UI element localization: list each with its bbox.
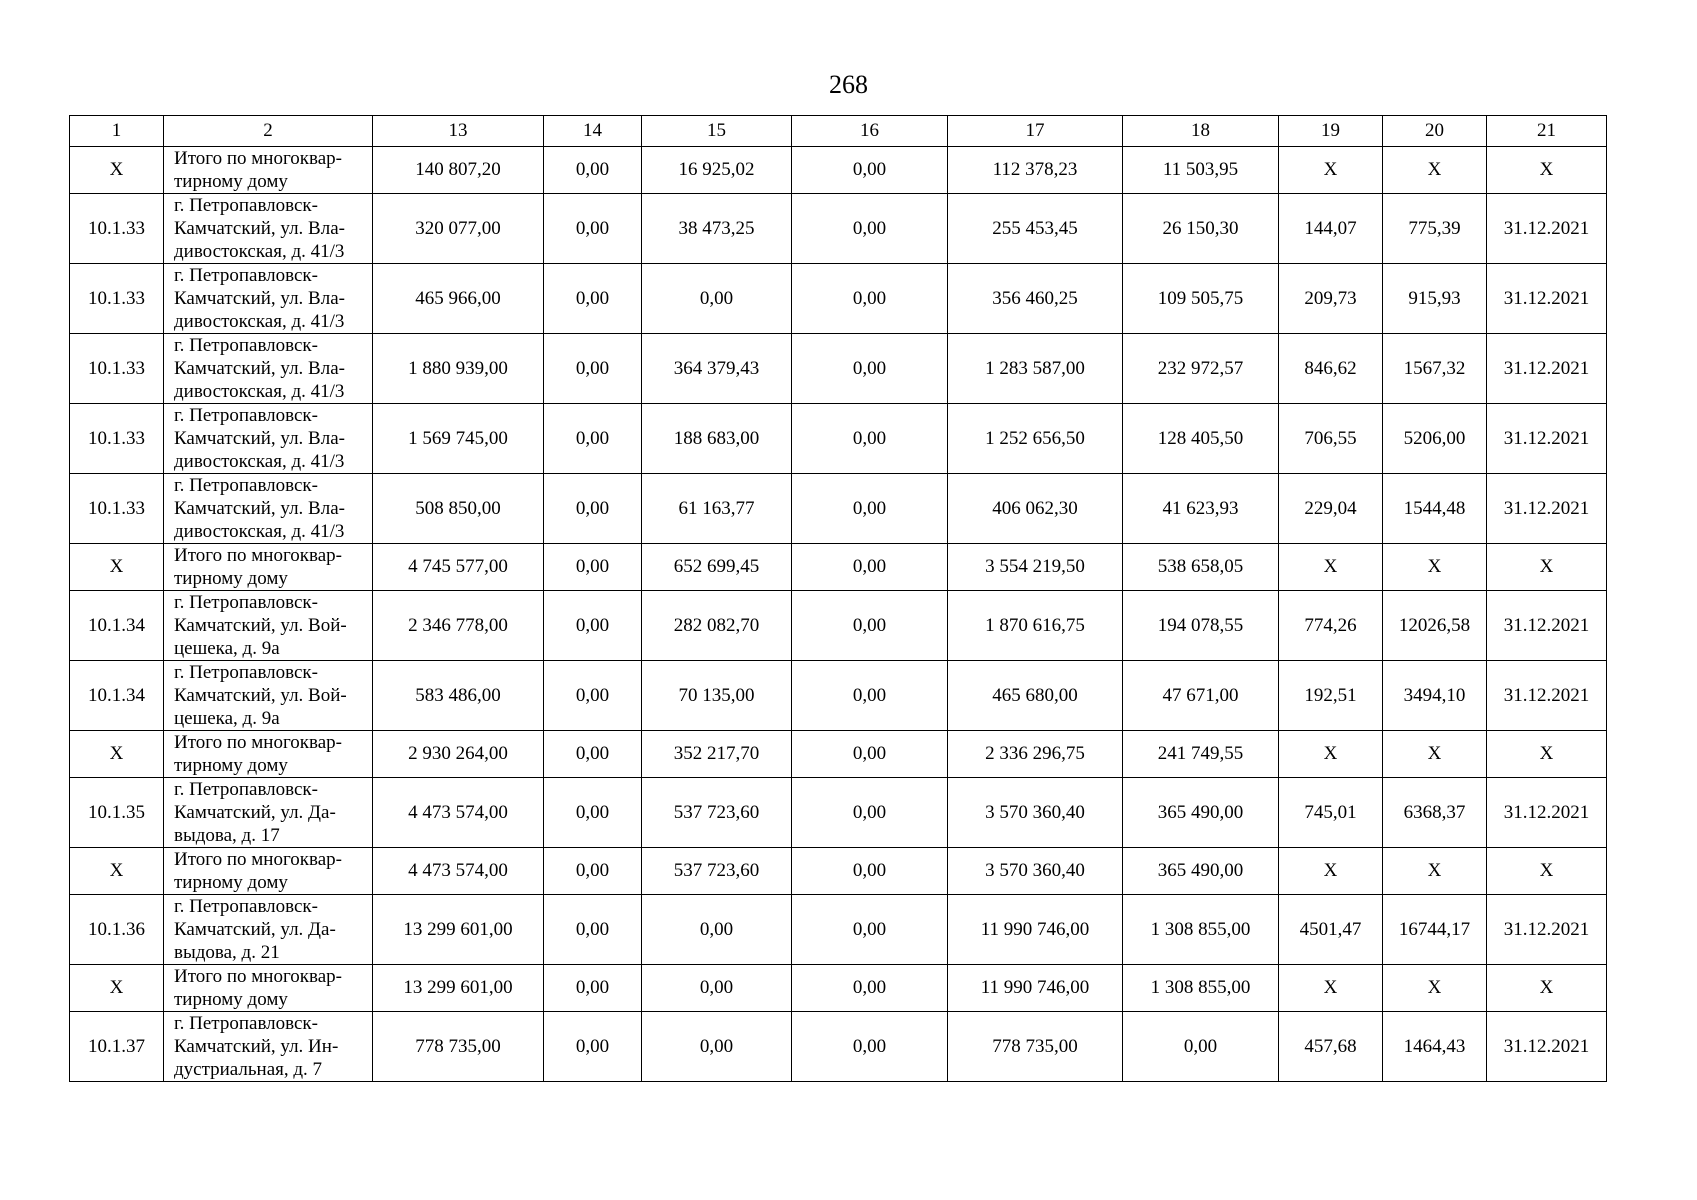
column-header: 16 — [792, 116, 948, 147]
table-cell: X — [1279, 147, 1383, 194]
table-cell: 778 735,00 — [948, 1012, 1123, 1082]
table-cell: 1 870 616,75 — [948, 591, 1123, 661]
row-number-cell: 10.1.34 — [70, 661, 164, 731]
address-cell: Итого по многоквар-тирному дому — [164, 965, 373, 1012]
row-number-cell: X — [70, 147, 164, 194]
table-cell: 3494,10 — [1383, 661, 1487, 731]
address-cell: Итого по многоквар-тирному дому — [164, 848, 373, 895]
table-cell: 774,26 — [1279, 591, 1383, 661]
table-cell: X — [1487, 544, 1607, 591]
table-cell: X — [1279, 848, 1383, 895]
table-cell: 652 699,45 — [642, 544, 792, 591]
table-cell: X — [1487, 147, 1607, 194]
table-cell: 109 505,75 — [1123, 264, 1279, 334]
column-header: 14 — [544, 116, 642, 147]
table-cell: X — [1383, 544, 1487, 591]
table-cell: 706,55 — [1279, 404, 1383, 474]
column-header: 1 — [70, 116, 164, 147]
table-cell: 0,00 — [792, 544, 948, 591]
table-cell: 188 683,00 — [642, 404, 792, 474]
table-cell: 0,00 — [544, 544, 642, 591]
table-cell: 38 473,25 — [642, 194, 792, 264]
table-row — [70, 194, 1607, 264]
table-cell: 229,04 — [1279, 474, 1383, 544]
table-cell: X — [1383, 731, 1487, 778]
row-number-cell: 10.1.33 — [70, 264, 164, 334]
table-cell: X — [1487, 965, 1607, 1012]
table-row — [70, 591, 1607, 661]
table-cell: 0,00 — [792, 778, 948, 848]
row-number-cell: X — [70, 731, 164, 778]
table-cell: 12026,58 — [1383, 591, 1487, 661]
table-cell: X — [1383, 965, 1487, 1012]
table-cell: 47 671,00 — [1123, 661, 1279, 731]
table-cell: 16 925,02 — [642, 147, 792, 194]
table-cell: 3 570 360,40 — [948, 848, 1123, 895]
total-row — [70, 544, 1607, 591]
table-cell: 5206,00 — [1383, 404, 1487, 474]
address-cell: г. Петропавловск-Камчатский, ул. Вой-цешека, д. 9а — [164, 661, 373, 731]
column-header: 21 — [1487, 116, 1607, 147]
address-cell: Итого по многоквар-тирному дому — [164, 544, 373, 591]
address-cell: г. Петропавловск-Камчатский, ул. Ин-дустриальная, д. 7 — [164, 1012, 373, 1082]
table-cell: 0,00 — [642, 965, 792, 1012]
table-cell: 4 473 574,00 — [373, 848, 544, 895]
table-cell: 457,68 — [1279, 1012, 1383, 1082]
table-header — [70, 116, 1607, 147]
table-cell: 0,00 — [544, 474, 642, 544]
table-row — [70, 474, 1607, 544]
table-cell: 0,00 — [544, 264, 642, 334]
table-cell: 508 850,00 — [373, 474, 544, 544]
address-cell: г. Петропавловск-Камчатский, ул. Вла-дивостокская, д. 41/3 — [164, 404, 373, 474]
table-cell: 0,00 — [544, 778, 642, 848]
table-cell: 1 880 939,00 — [373, 334, 544, 404]
table-body — [70, 147, 1607, 1082]
address-cell: г. Петропавловск-Камчатский, ул. Вой-цешека, д. 9а — [164, 591, 373, 661]
table-cell: 144,07 — [1279, 194, 1383, 264]
total-row — [70, 965, 1607, 1012]
table-cell: 31.12.2021 — [1487, 474, 1607, 544]
table-cell: 11 503,95 — [1123, 147, 1279, 194]
table-row — [70, 1012, 1607, 1082]
total-row — [70, 147, 1607, 194]
table-cell: 31.12.2021 — [1487, 334, 1607, 404]
table-cell: 0,00 — [792, 1012, 948, 1082]
table-cell: 0,00 — [792, 731, 948, 778]
row-number-cell: X — [70, 965, 164, 1012]
column-header: 18 — [1123, 116, 1279, 147]
table-cell: 0,00 — [792, 661, 948, 731]
table-cell: 140 807,20 — [373, 147, 544, 194]
table-row — [70, 334, 1607, 404]
column-header: 20 — [1383, 116, 1487, 147]
table-cell: 112 378,23 — [948, 147, 1123, 194]
table-cell: X — [1279, 544, 1383, 591]
table-cell: 537 723,60 — [642, 848, 792, 895]
table-cell: 915,93 — [1383, 264, 1487, 334]
row-number-cell: 10.1.37 — [70, 1012, 164, 1082]
table-cell: 31.12.2021 — [1487, 778, 1607, 848]
table-cell: X — [1383, 848, 1487, 895]
table-cell: 745,01 — [1279, 778, 1383, 848]
table-cell: 365 490,00 — [1123, 778, 1279, 848]
table-cell: 0,00 — [792, 591, 948, 661]
address-cell: г. Петропавловск-Камчатский, ул. Вла-дивостокская, д. 41/3 — [164, 334, 373, 404]
table-cell: 31.12.2021 — [1487, 591, 1607, 661]
address-cell: г. Петропавловск-Камчатский, ул. Вла-дивостокская, д. 41/3 — [164, 264, 373, 334]
table-cell: 31.12.2021 — [1487, 895, 1607, 965]
table-cell: 0,00 — [792, 147, 948, 194]
table-cell: 1464,43 — [1383, 1012, 1487, 1082]
table-cell: 70 135,00 — [642, 661, 792, 731]
table-cell: 406 062,30 — [948, 474, 1123, 544]
table-cell: X — [1487, 731, 1607, 778]
row-number-cell: 10.1.33 — [70, 194, 164, 264]
table-cell: 2 336 296,75 — [948, 731, 1123, 778]
table-cell: 0,00 — [544, 591, 642, 661]
table-cell: 16744,17 — [1383, 895, 1487, 965]
table-cell: 775,39 — [1383, 194, 1487, 264]
row-number-cell: 10.1.33 — [70, 334, 164, 404]
table-cell: 31.12.2021 — [1487, 1012, 1607, 1082]
table-cell: 26 150,30 — [1123, 194, 1279, 264]
table-cell: 31.12.2021 — [1487, 194, 1607, 264]
row-number-cell: X — [70, 848, 164, 895]
table-cell: 0,00 — [792, 264, 948, 334]
address-cell: г. Петропавловск-Камчатский, ул. Да-выдова, д. 17 — [164, 778, 373, 848]
table-cell: 0,00 — [642, 895, 792, 965]
table-cell: 6368,37 — [1383, 778, 1487, 848]
table-cell: 3 554 219,50 — [948, 544, 1123, 591]
data-table — [69, 115, 1607, 1082]
table-row — [70, 661, 1607, 731]
table-cell: 0,00 — [544, 848, 642, 895]
table-cell: 11 990 746,00 — [948, 965, 1123, 1012]
table-cell: 465 966,00 — [373, 264, 544, 334]
table-cell: 846,62 — [1279, 334, 1383, 404]
table-cell: 0,00 — [792, 965, 948, 1012]
table-cell: 1 308 855,00 — [1123, 895, 1279, 965]
row-number-cell: 10.1.33 — [70, 404, 164, 474]
column-header: 13 — [373, 116, 544, 147]
table-cell: 282 082,70 — [642, 591, 792, 661]
table-cell: 0,00 — [792, 474, 948, 544]
table-cell: 778 735,00 — [373, 1012, 544, 1082]
address-cell: Итого по многоквар-тирному дому — [164, 731, 373, 778]
table-cell: 0,00 — [544, 895, 642, 965]
table-cell: 241 749,55 — [1123, 731, 1279, 778]
table-cell: 13 299 601,00 — [373, 895, 544, 965]
row-number-cell: 10.1.35 — [70, 778, 164, 848]
table-cell: 538 658,05 — [1123, 544, 1279, 591]
table-cell: X — [1279, 965, 1383, 1012]
header-row — [70, 116, 1607, 147]
table-cell: 11 990 746,00 — [948, 895, 1123, 965]
table-cell: 4 745 577,00 — [373, 544, 544, 591]
table-cell: 0,00 — [544, 731, 642, 778]
table-cell: 128 405,50 — [1123, 404, 1279, 474]
table-cell: 0,00 — [642, 1012, 792, 1082]
table-row — [70, 895, 1607, 965]
address-cell: г. Петропавловск-Камчатский, ул. Вла-дивостокская, д. 41/3 — [164, 194, 373, 264]
table-cell: 0,00 — [544, 334, 642, 404]
table-cell: 364 379,43 — [642, 334, 792, 404]
column-header: 2 — [164, 116, 373, 147]
table-cell: X — [1487, 848, 1607, 895]
table-cell: 320 077,00 — [373, 194, 544, 264]
table-cell: 0,00 — [792, 194, 948, 264]
table-row — [70, 778, 1607, 848]
row-number-cell: X — [70, 544, 164, 591]
table-cell: 192,51 — [1279, 661, 1383, 731]
table-cell: 1 308 855,00 — [1123, 965, 1279, 1012]
table-cell: 13 299 601,00 — [373, 965, 544, 1012]
table-cell: 31.12.2021 — [1487, 661, 1607, 731]
table-cell: 0,00 — [544, 404, 642, 474]
table-cell: 1544,48 — [1383, 474, 1487, 544]
table-cell: 0,00 — [792, 848, 948, 895]
table-cell: 465 680,00 — [948, 661, 1123, 731]
table-cell: 31.12.2021 — [1487, 404, 1607, 474]
table-cell: 0,00 — [544, 965, 642, 1012]
table-cell: 537 723,60 — [642, 778, 792, 848]
table-cell: 1 283 587,00 — [948, 334, 1123, 404]
table-cell: 356 460,25 — [948, 264, 1123, 334]
table-row — [70, 264, 1607, 334]
table-cell: 1567,32 — [1383, 334, 1487, 404]
table-cell: 0,00 — [1123, 1012, 1279, 1082]
address-cell: г. Петропавловск-Камчатский, ул. Вла-дивостокская, д. 41/3 — [164, 474, 373, 544]
column-header: 15 — [642, 116, 792, 147]
table-cell: 255 453,45 — [948, 194, 1123, 264]
table-cell: 365 490,00 — [1123, 848, 1279, 895]
table-cell: 232 972,57 — [1123, 334, 1279, 404]
table-cell: 4501,47 — [1279, 895, 1383, 965]
total-row — [70, 848, 1607, 895]
table-cell: X — [1383, 147, 1487, 194]
table-cell: 0,00 — [792, 334, 948, 404]
table-cell: 194 078,55 — [1123, 591, 1279, 661]
table-cell: 0,00 — [642, 264, 792, 334]
table-cell: 3 570 360,40 — [948, 778, 1123, 848]
table-cell: 0,00 — [544, 194, 642, 264]
address-cell: г. Петропавловск-Камчатский, ул. Да-выдова, д. 21 — [164, 895, 373, 965]
table-cell: 0,00 — [792, 404, 948, 474]
address-cell: Итого по многоквар-тирному дому — [164, 147, 373, 194]
table-cell: 1 252 656,50 — [948, 404, 1123, 474]
total-row — [70, 731, 1607, 778]
table-cell: 1 569 745,00 — [373, 404, 544, 474]
table-cell: 41 623,93 — [1123, 474, 1279, 544]
table-row — [70, 404, 1607, 474]
table-cell: 0,00 — [544, 147, 642, 194]
table-cell: 4 473 574,00 — [373, 778, 544, 848]
table-cell: 0,00 — [544, 661, 642, 731]
page-number: 268 — [829, 70, 868, 99]
row-number-cell: 10.1.36 — [70, 895, 164, 965]
column-header: 17 — [948, 116, 1123, 147]
table-cell: X — [1279, 731, 1383, 778]
table-cell: 2 346 778,00 — [373, 591, 544, 661]
table-cell: 0,00 — [544, 1012, 642, 1082]
table-cell: 2 930 264,00 — [373, 731, 544, 778]
table-cell: 209,73 — [1279, 264, 1383, 334]
row-number-cell: 10.1.33 — [70, 474, 164, 544]
table-cell: 31.12.2021 — [1487, 264, 1607, 334]
column-header: 19 — [1279, 116, 1383, 147]
row-number-cell: 10.1.34 — [70, 591, 164, 661]
table-cell: 61 163,77 — [642, 474, 792, 544]
table-cell: 352 217,70 — [642, 731, 792, 778]
table-cell: 0,00 — [792, 895, 948, 965]
table-cell: 583 486,00 — [373, 661, 544, 731]
